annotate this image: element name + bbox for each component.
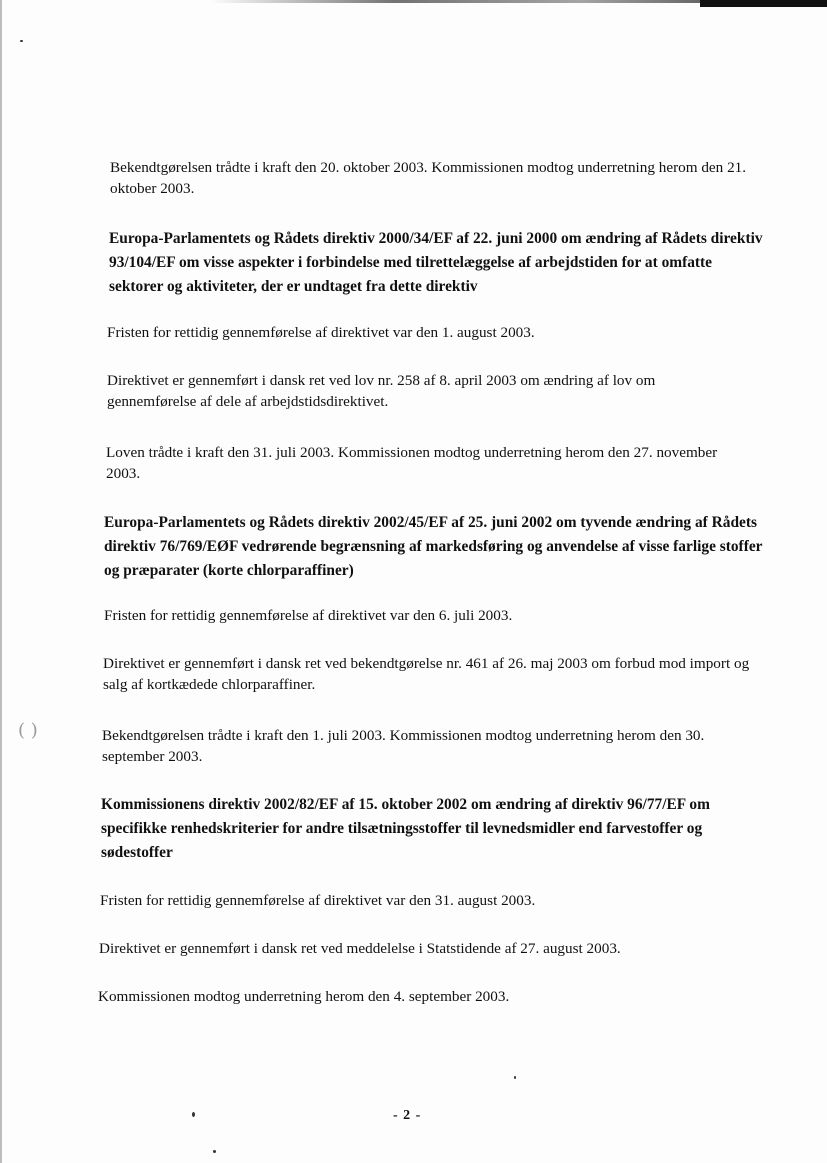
scan-speck	[213, 1150, 216, 1153]
scan-mark: ( )	[18, 720, 38, 741]
paragraph-p12: Direktivet er gennemført i dansk ret ved meddelelse i Statstidende af 27. august 2003.	[99, 940, 621, 957]
heading-directive-2002-82: Kommissionens direktiv 2002/82/EF af 15. oktober 2002 om ændring af direktiv 96/77/EF om specifikke renhedskriterier for andre tilsætningsstoffer til levnedsmidler end farvestoffer og sødestoffer	[101, 796, 710, 861]
heading-directive-2000-34: Europa-Parlamentets og Rådets direktiv 2000/34/EF af 22. juni 2000 om ændring af Rådets direktiv 93/104/EF om visse aspekter i forbindelse med tilrettelæggelse af arbejdstiden for at omfatte sektorer og aktiviteter, der er undtaget fra dette direktiv	[109, 230, 763, 295]
paragraph-p3: Fristen for rettidig gennemførelse af direktivet var den 1. august 2003.	[107, 324, 535, 341]
paragraph-p5: Loven trådte i kraft den 31. juli 2003. Kommissionen modtog underretning herom den 27. november 2003.	[106, 444, 718, 482]
paragraph-p13: Kommissionen modtog underretning herom den 4. september 2003.	[98, 988, 510, 1005]
scan-left-edge	[0, 0, 2, 1163]
paragraph-p4: Direktivet er gennemført i dansk ret ved lov nr. 258 af 8. april 2003 om ændring af lov om gennemførelse af dele af arbejdstidsdirektivet.	[107, 372, 656, 410]
paragraph-p8: Direktivet er gennemført i dansk ret ved bekendtgørelse nr. 461 af 26. maj 2003 om forbud mod import og salg af kortkædede chlorparaffiner.	[103, 655, 750, 693]
heading-directive-2002-45: Europa-Parlamentets og Rådets direktiv 2002/45/EF af 25. juni 2002 om tyvende ændring af Rådets direktiv 76/769/EØF vedrørende begrænsning af markedsføring og anvendelse af visse farlige stoffer og præparater (korte chlorparaffiner)	[104, 514, 763, 579]
scan-speck	[514, 1076, 516, 1079]
paragraph-p9: Bekendtgørelsen trådte i kraft den 1. juli 2003. Kommissionen modtog underretning herom den 30. september 2003.	[102, 727, 705, 765]
scan-speck	[20, 40, 23, 42]
scan-speck	[192, 1112, 195, 1117]
paragraph-p1: Bekendtgørelsen trådte i kraft den 20. oktober 2003. Kommissionen modtog underretning herom den 21. oktober 2003.	[110, 159, 747, 197]
scan-top-edge-dark	[700, 0, 827, 7]
paragraph-p11: Fristen for rettidig gennemførelse af direktivet var den 31. august 2003.	[100, 892, 536, 909]
paragraph-p7: Fristen for rettidig gennemførelse af direktivet var den 6. juli 2003.	[104, 607, 513, 624]
page-number: - 2 -	[393, 1108, 422, 1123]
